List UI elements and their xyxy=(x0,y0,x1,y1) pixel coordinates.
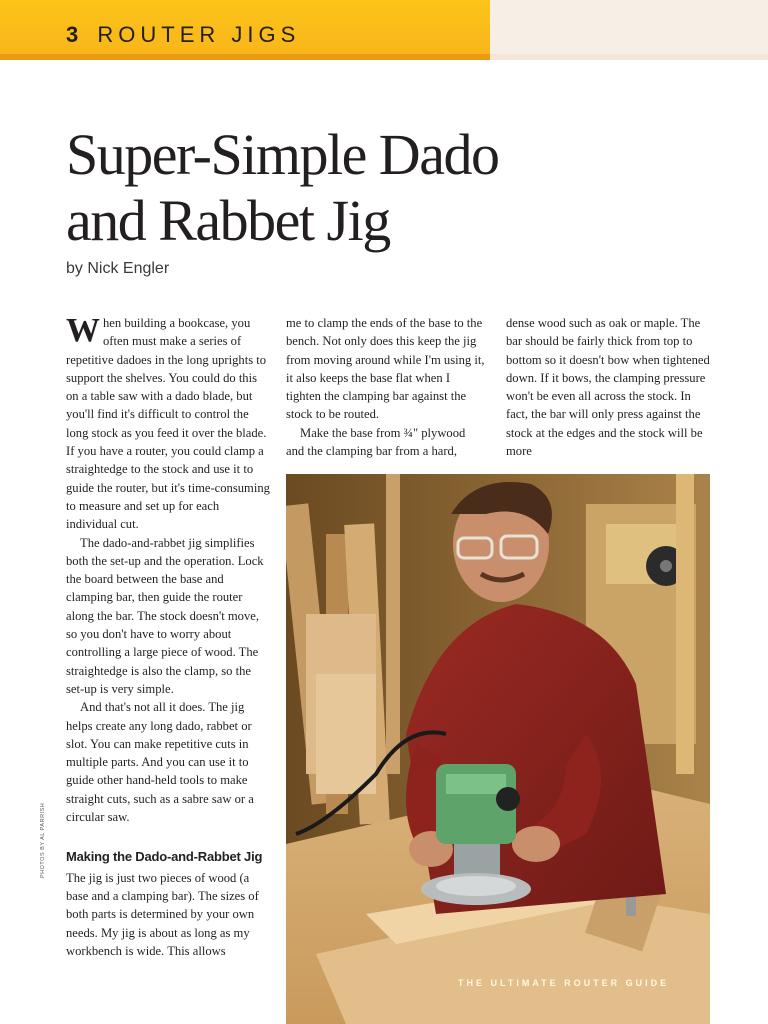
chapter-number: 3 xyxy=(66,22,79,47)
paragraph: me to clamp the ends of the base to the bench. Not only does this keep the jig from moving around while I'm using it, it also keeps the base flat when I tighten the clamping bar against the stock to be routed. xyxy=(286,316,485,422)
paragraph: The dado-and-rabbet jig simplifies both the set-up and the operation. Lock the board between the base and clamping bar, then guide the router along the bar. The stock doesn't move, so you don't have to worry about controlling a large piece of wood. The straightedge is also the clamp, so the set-up is very simple. xyxy=(66,535,264,696)
text-column-1 xyxy=(66,314,270,960)
article-title xyxy=(66,122,498,254)
article-title-line2: and Rabbet Jig xyxy=(66,188,390,253)
photo-credit: PHOTOS BY AL PARRISH xyxy=(40,802,46,878)
text-column-3 xyxy=(506,314,710,460)
paragraph: The jig is just two pieces of wood (a base and a clamping bar). The sizes of both parts is determined by your own needs. My jig is about as long as my workbench is wide. This allows xyxy=(66,870,259,958)
paragraph xyxy=(66,314,270,534)
chapter-title: ROUTER JIGS xyxy=(97,22,301,47)
paragraph: Make the base from ¾" plywood and the clamping bar from a hard, xyxy=(286,425,466,459)
drop-cap: W xyxy=(66,312,100,349)
chapter-label xyxy=(66,22,300,48)
header-right-band xyxy=(490,0,768,54)
paragraph: dense wood such as oak or maple. The bar should be fairly thick from top to bottom so it doesn't bow when tightened down. If it bows, the clamping pressure won't be even all across the stock. In fact, the bar will only press against the stock at the edges and the stock will be more xyxy=(506,316,710,459)
byline: by Nick Engler xyxy=(66,260,170,277)
section-subhead: Making the Dado-and-Rabbet Jig xyxy=(66,849,263,865)
header-rule xyxy=(0,54,768,60)
text-column-2 xyxy=(286,314,486,460)
article-title-line1: Super-Simple Dado xyxy=(66,122,499,187)
paragraph: And that's not all it does. The jig helps create any long dado, rabbet or slot. You can make repetitive cuts in multiple parts. And you can use it to guide other hand-held tools to make straight cuts, such as a sabre saw or a circular saw. xyxy=(66,700,254,825)
workshop-photo xyxy=(286,474,710,1024)
running-footer: THE ULTIMATE ROUTER GUIDE xyxy=(458,978,670,988)
photo-illustration xyxy=(286,474,710,1024)
paragraph-text: hen building a bookcase, you often must make a series of repetitive dadoes in the long uprights to support the shelves. You could do this on a table saw with a dado blade, but you'll find it's difficult to control the long stock as you feed it over the blade. If you have a router, you could clamp a straightedge to the stock and use it to guide the router, but it's time-consuming to measure and set up for each individual cut. xyxy=(66,316,270,532)
